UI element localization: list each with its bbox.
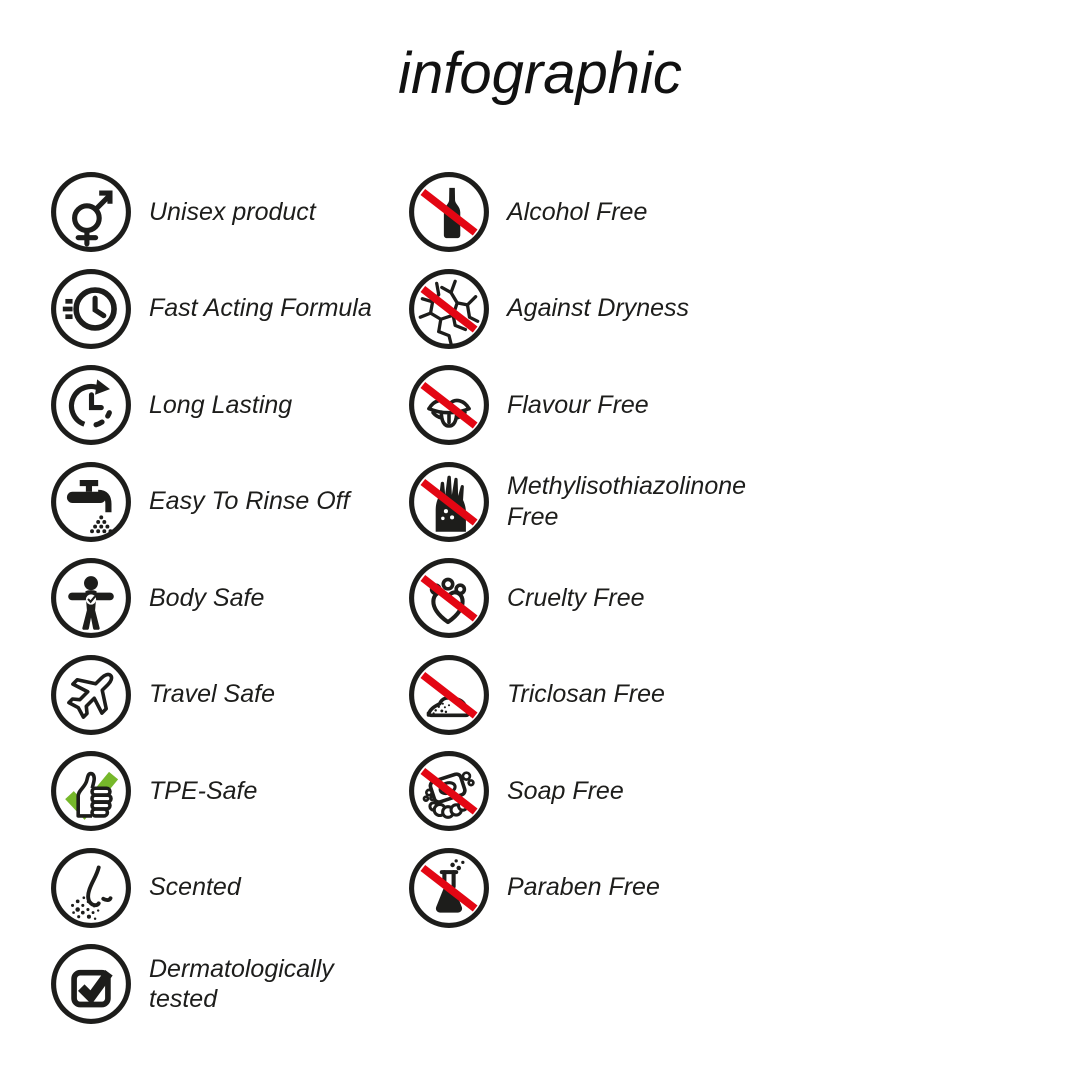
triclosan-free-icon: [408, 654, 490, 736]
feature-row: [408, 461, 745, 543]
long-lasting-icon: [50, 364, 132, 446]
body-safe-icon: [50, 557, 132, 639]
feature-row: [50, 461, 387, 543]
flavour-free-icon: [408, 364, 490, 446]
feature-row: [408, 557, 745, 639]
unisex-icon: [50, 171, 132, 253]
feature-label: Triclosan Free: [507, 680, 665, 709]
feature-label: Long Lasting: [149, 390, 293, 419]
feature-label: Travel Safe: [149, 680, 275, 709]
feature-label: Easy To Rinse Off: [149, 487, 350, 516]
feature-row: [50, 943, 387, 1025]
feature-label: Body Safe: [149, 583, 265, 612]
feature-row: [50, 847, 387, 929]
feature-label: Flavour Free: [507, 390, 649, 419]
feature-row: [408, 364, 745, 446]
feature-row: [408, 654, 745, 736]
feature-row: [408, 171, 745, 253]
feature-row: [50, 171, 387, 253]
feature-row: [408, 750, 745, 832]
feature-label: Methylisothiazolinone Free: [507, 472, 747, 531]
feature-label: TPE-Safe: [149, 776, 258, 805]
feature-label: Soap Free: [507, 776, 624, 805]
feature-label: Cruelty Free: [507, 583, 645, 612]
feature-label: Against Dryness: [507, 294, 690, 323]
feature-row: [50, 750, 387, 832]
cruelty-free-icon: [408, 557, 490, 639]
feature-row: [408, 268, 745, 350]
feature-label: Fast Acting Formula: [149, 294, 372, 323]
against-dryness-icon: [408, 268, 490, 350]
feature-label: Unisex product: [149, 197, 316, 226]
right-feature-column: [408, 171, 745, 929]
feature-label: Alcohol Free: [507, 197, 648, 226]
left-feature-column: [50, 171, 387, 1025]
mit-free-icon: [408, 461, 490, 543]
paraben-free-icon: [408, 847, 490, 929]
feature-row: [50, 268, 387, 350]
rinse-off-icon: [50, 461, 132, 543]
fast-acting-icon: [50, 268, 132, 350]
feature-row: [50, 364, 387, 446]
alcohol-free-icon: [408, 171, 490, 253]
tpe-safe-icon: [50, 750, 132, 832]
feature-label: Dermatologically tested: [149, 954, 334, 1013]
page-title: infographic: [398, 41, 682, 106]
feature-label: Paraben Free: [507, 873, 660, 902]
feature-row: [50, 654, 387, 736]
feature-row: [408, 847, 745, 929]
feature-label: Scented: [149, 873, 241, 902]
scented-icon: [50, 847, 132, 929]
soap-free-icon: [408, 750, 490, 832]
feature-row: [50, 557, 387, 639]
travel-safe-icon: [50, 654, 132, 736]
dermatologically-tested-icon: [50, 943, 132, 1025]
